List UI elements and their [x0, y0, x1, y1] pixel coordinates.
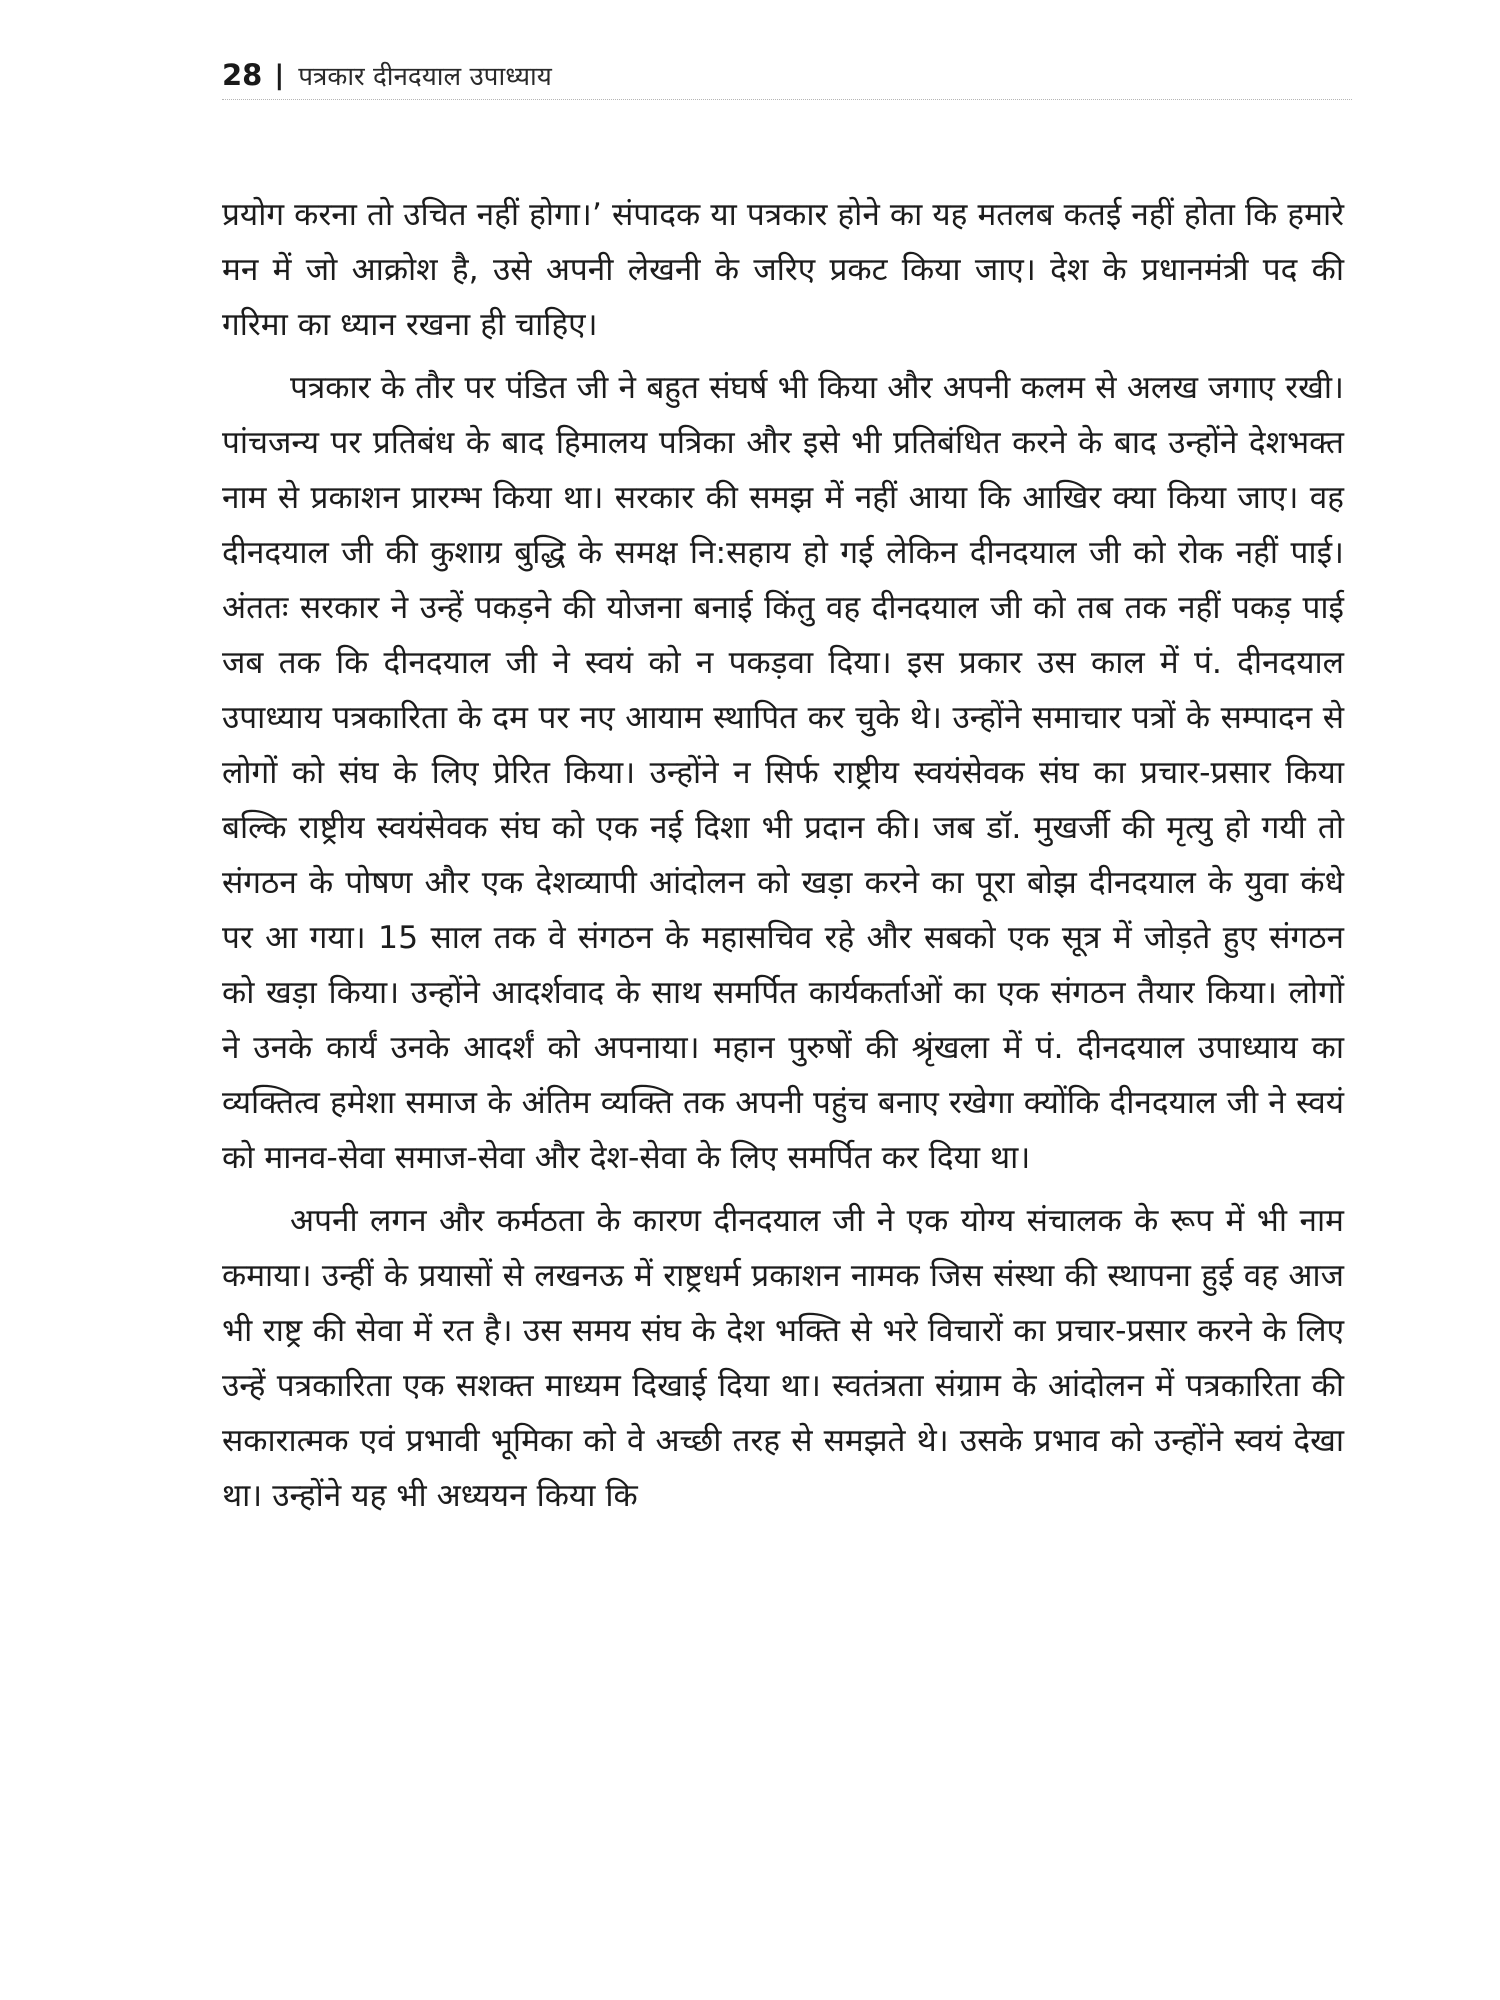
body-text: [222, 188, 1344, 1524]
paragraph: अपनी लगन और कर्मठता के कारण दीनदयाल जी ने एक योग्य संचालक के रूप में भी नाम कमाया। उन्हीं के प्रयासों से लखनऊ में राष्ट्रधर्म प्रकाशन नामक जिस संस्था की स्थापना हुई वह आज भी राष्ट्र की सेवा में रत है। उस समय संघ के देश भक्ति से भरे विचारों का प्रचार-प्रसार करने के लिए उन्हें पत्रकारिता एक सशक्त माध्यम दिखाई दिया था। स्वतंत्रता संग्राम के आंदोलन में पत्रकारिता की सकारात्मक एवं प्रभावी भूमिका को वे अच्छी तरह से समझते थे। उसके प्रभाव को उन्होंने स्वयं देखा था। उन्होंने यह भी अध्ययन किया कि: [222, 1203, 1344, 1514]
book-title: पत्रकार दीनदयाल उपाध्याय: [298, 62, 552, 92]
page-number: 28: [222, 58, 263, 92]
header-separator: |: [274, 59, 285, 91]
paragraph: पत्रकार के तौर पर पंडित जी ने बहुत संघर्ष भी किया और अपनी कलम से अलख जगाए रखी। पांचजन्य पर प्रतिबंध के बाद हिमालय पत्रिका और इसे भी प्रतिबंधित करने के बाद उन्होंने देशभक्त नाम से प्रकाशन प्रारम्भ किया था। सरकार की समझ में नहीं आया कि आखिर क्या किया जाए। वह दीनदयाल जी की कुशाग्र बुद्धि के समक्ष नि:सहाय हो गई लेकिन दीनदयाल जी को रोक नहीं पाई। अंततः सरकार ने उन्हें पकड़ने की योजना बनाई किंतु वह दीनदयाल जी को तब तक नहीं पकड़ पाई जब तक कि दीनदयाल जी ने स्वयं को न पकड़वा दिया। इस प्रकार उस काल में पं. दीनदयाल उपाध्याय पत्रकारिता के दम पर नए आयाम स्थापित कर चुके थे। उन्होंने समाचार पत्रों के सम्पादन से लोगों को संघ के लिए प्रेरित किया। उन्होंने न सिर्फ राष्ट्रीय स्वयंसेवक संघ का प्रचार-प्रसार किया बल्कि राष्ट्रीय स्वयंसेवक संघ को एक नई दिशा भी प्रदान की। जब डॉ. मुखर्जी की मृत्यु हो गयी तो संगठन के पोषण और एक देशव्यापी आंदोलन को खड़ा करने का पूरा बोझ दीनदयाल के युवा कंधे पर आ गया। 15 साल तक वे संगठन के महासचिव रहे और सबको एक सूत्र में जोड़ते हुए संगठन को खड़ा किया। उन्होंने आदर्शवाद के साथ समर्पित कार्यकर्ताओं का एक संगठन तैयार किया। लोगों ने उनके कार्यं उनके आदर्शं को अपनाया। महान पुरुषों की श्रृंखला में पं. दीनदयाल उपाध्याय का व्यक्तित्व हमेशा समाज के अंतिम व्यक्ति तक अपनी पहुंच बनाए रखेगा क्योंकि दीनदयाल जी ने स्वयं को मानव-सेवा समाज-सेवा और देश-सेवा के लिए समर्पित कर दिया था।: [222, 370, 1344, 1176]
header-divider: [222, 99, 1352, 100]
paragraph-continued: प्रयोग करना तो उचित नहीं होगा।’ संपादक या पत्रकार होने का यह मतलब कतई नहीं होता कि हमारे मन में जो आक्रोश है, उसे अपनी लेखनी के जरिए प्रकट किया जाए। देश के प्रधानमंत्री पद की गरिमा का ध्यान रखना ही चाहिए।: [222, 197, 1344, 343]
running-header: [222, 52, 1352, 98]
